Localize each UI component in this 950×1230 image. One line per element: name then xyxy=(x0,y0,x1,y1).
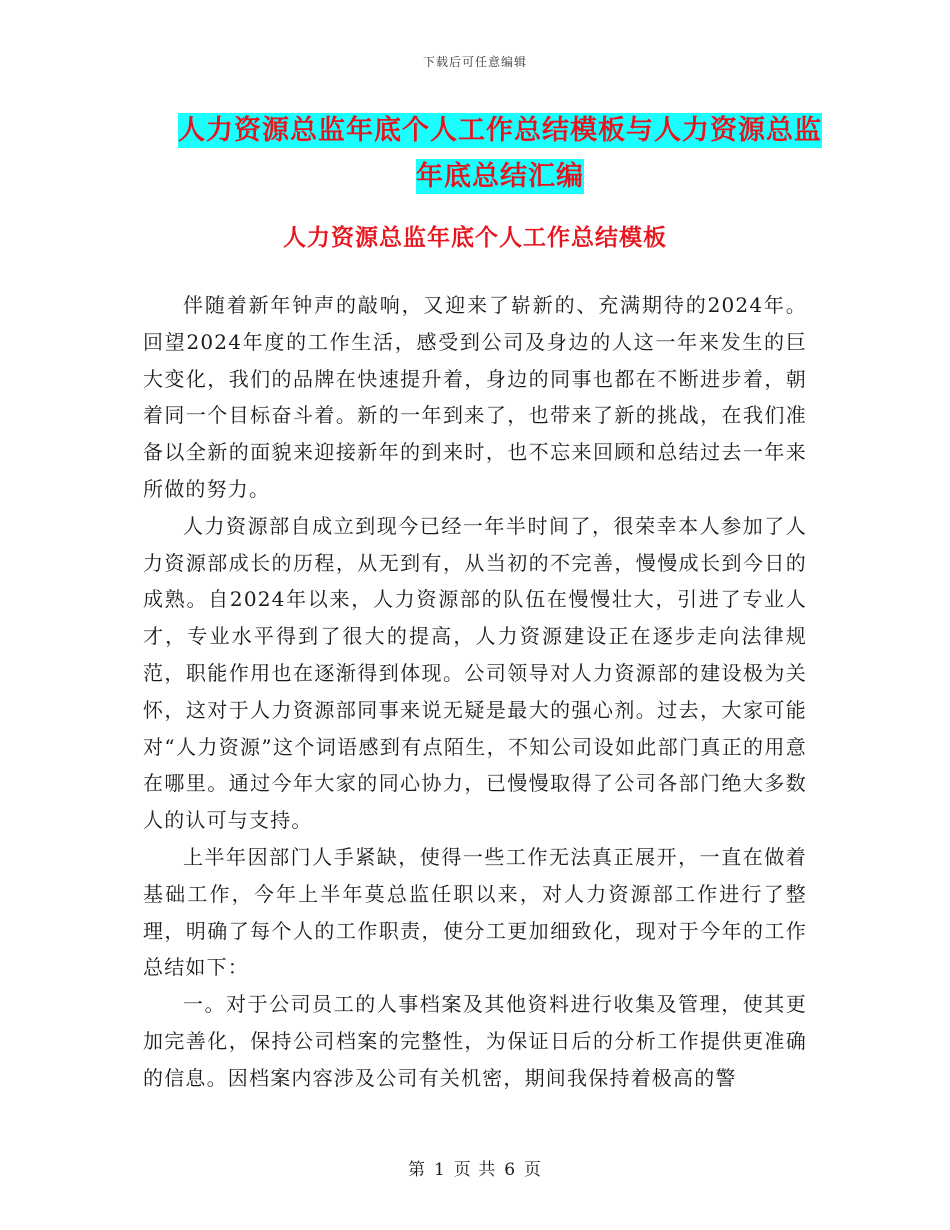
footer-prefix: 第 xyxy=(407,1160,426,1180)
paragraph: 上半年因部门人手紧缺，使得一些工作无法真正展开，一直在做着基础工作，今年上半年莫总监任职以来，对人力资源部工作进行了整理，明确了每个人的工作职责，使分工更加细致化，现对于今年的工作总结如下： xyxy=(143,844,807,980)
page-total: 6 xyxy=(504,1160,517,1180)
header-note: 下载后可任意编辑 xyxy=(422,55,527,69)
paragraph: 一。对于公司员工的人事档案及其他资料进行收集及管理，使其更加完善化，保持公司档案的完整性，为保证日后的分析工作提供更准确的信息。因档案内容涉及公司有关机密，期间我保持着极高的警 xyxy=(143,992,807,1090)
footer-suffix: 页 xyxy=(524,1160,543,1180)
document-title xyxy=(150,108,850,200)
paragraph: 人力资源部自成立到现今已经一年半时间了，很荣幸本人参加了人力资源部成长的历程，从无到有，从当初的不完善，慢慢成长到今日的成熟。自2024年以来，人力资源部的队伍在慢慢壮大，引进了专业人才，专业水平得到了很大的提高，人力资源建设正在逐步走向法律规范，职能作用也在逐渐得到体现。公司领导对人力资源部的建设极为关怀，这对于人力资源部同事来说无疑是最大的强心剂。过去，大家可能对“人力资源”这个词语感到有点陌生，不知公司设如此部门真正的用意在哪里。通过今年大家的同心协力，已慢慢取得了公司各部门绝大多数人的认可与支持。 xyxy=(143,513,807,833)
paragraph: 伴随着新年钟声的敲响，又迎来了崭新的、充满期待的2024年。回望2024年度的工作生活，感受到公司及身边的人这一年来发生的巨大变化，我们的品牌在快速提升着，身边的同事也都在不断进步着，朝着同一个目标奋斗着。新的一年到来了，也带来了新的挑战，在我们准备以全新的面貌来迎接新年的到来时，也不忘来回顾和总结过去一年来所做的努力。 xyxy=(143,293,807,501)
body-text xyxy=(143,287,807,1097)
section-title: 人力资源总监年底个人工作总结模板 xyxy=(283,224,667,251)
document-title-line-1: 人力资源总监年底个人工作总结模板与人力资源总监 xyxy=(178,115,822,146)
page-number: 1 xyxy=(433,1160,446,1180)
document-title-line-2: 年底总结汇编 xyxy=(416,161,584,192)
page-footer xyxy=(0,1155,950,1180)
footer-middle: 页 共 xyxy=(453,1160,497,1180)
